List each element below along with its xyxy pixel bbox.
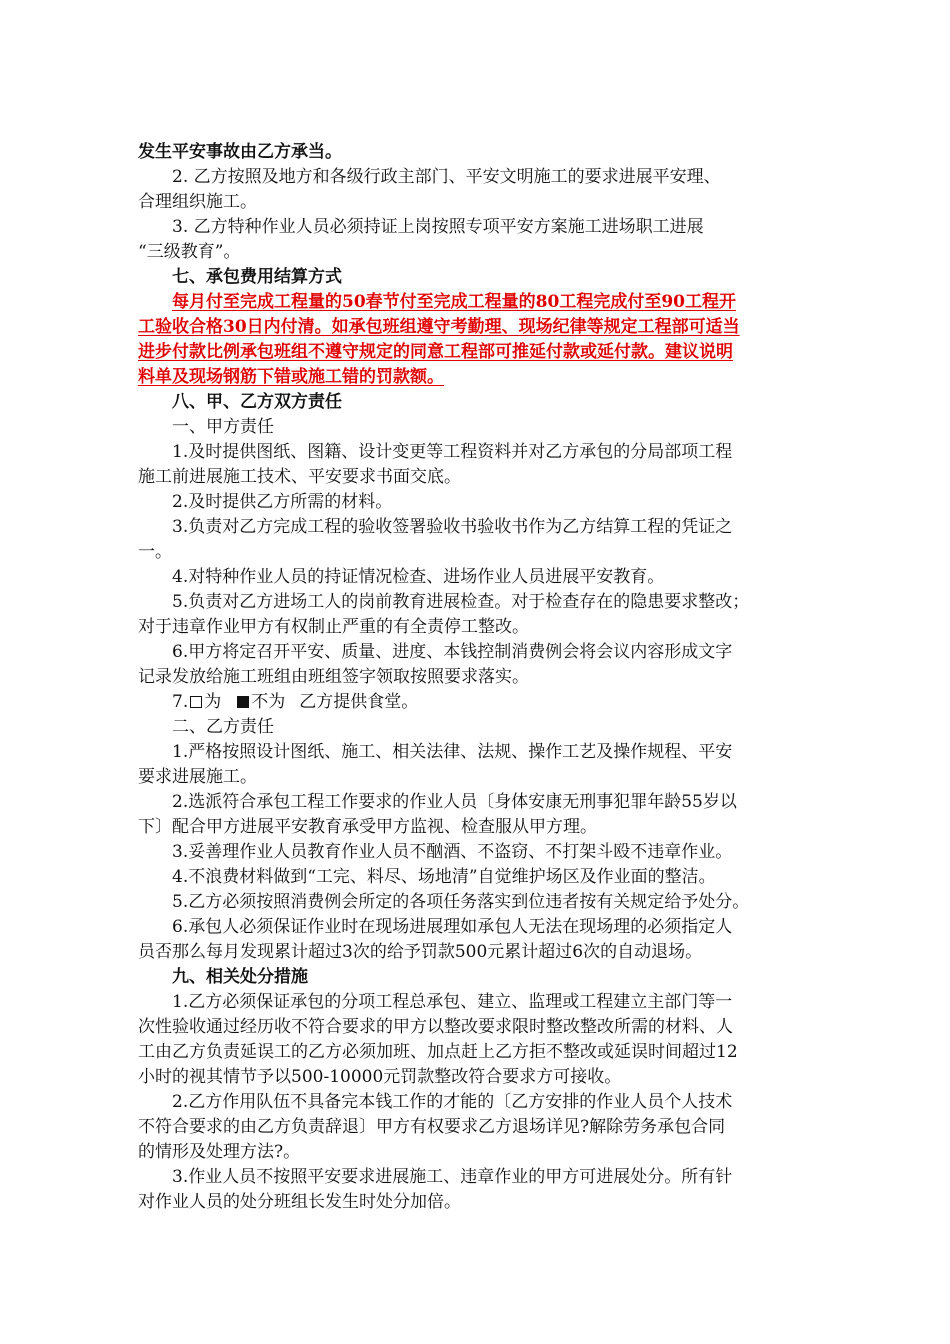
document-page: [138, 140, 818, 1215]
paragraph-line: “三级教育”。: [138, 242, 241, 262]
option-label-not-provide: 不为: [251, 692, 286, 712]
checkbox-checked-icon[interactable]: [237, 696, 249, 708]
canteen-option-line: [138, 690, 818, 715]
option-label-provide: 为: [204, 692, 222, 712]
paragraph-line: 1.严格按照设计图纸、施工、相关法律、法规、操作工艺及操作规程、平安: [172, 742, 733, 762]
paragraph-line: 一。: [138, 542, 172, 562]
paragraph-line: 小时的视其情节予以500-10000元罚款整改符合要求方可接收。: [138, 1067, 622, 1087]
item-number: 7.: [172, 692, 189, 712]
paragraph-line: 2. 乙方按照及地方和各级行政主部门、平安文明施工的要求进展平安理、: [172, 167, 721, 187]
section-heading: 七、承包费用结算方式: [172, 267, 342, 287]
paragraph-line: 2.选派符合承包工程工作要求的作业人员〔身体安康无刑事犯罪年龄55岁以: [172, 792, 737, 812]
paragraph-line: 3.负责对乙方完成工程的验收签署验收书验收书作为乙方结算工程的凭证之: [172, 517, 733, 537]
option-tail-text: 乙方提供食堂。: [299, 692, 419, 712]
paragraph-line: 3.作业人员不按照平安要求进展施工、违章作业的甲方可进展处分。所有针: [172, 1167, 733, 1187]
section-heading: 八、甲、乙方双方责任: [172, 392, 342, 412]
paragraph-line: 记录发放给施工班组由班组签字领取按照要求落实。: [138, 667, 529, 687]
paragraph-line: 2.及时提供乙方所需的材料。: [172, 492, 393, 512]
paragraph-line: 员否那么每月发现累计超过3次的给予罚款500元累计超过6次的自动退场。: [138, 942, 703, 962]
paragraph-line: 工由乙方负责延误工的乙方必须加班、加点赶上乙方拒不整改或延误时间超过12: [138, 1042, 738, 1062]
paragraph-line: 的情形及处理方法?。: [138, 1142, 301, 1162]
paragraph-line: 合理组织施工。: [138, 192, 257, 212]
paragraph-line: 4.对特种作业人员的持证情况检查、进场作业人员进展平安教育。: [172, 567, 665, 587]
red-emphasis-line: 每月付至完成工程量的50春节付至完成工程量的80工程完成付至90工程开: [172, 292, 736, 312]
paragraph-line: 5.乙方必须按照消费例会所定的各项任务落实到位违者按有关规定给予处分。: [172, 892, 750, 912]
checkbox-unchecked-icon[interactable]: [190, 696, 202, 708]
paragraph-line: 1.及时提供图纸、图籍、设计变更等工程资料并对乙方承包的分局部项工程: [172, 442, 733, 462]
section-heading: 九、相关处分措施: [172, 967, 308, 987]
paragraph-line: 3. 乙方特种作业人员必须持证上岗按照专项平安方案施工进场职工进展: [172, 217, 704, 237]
red-emphasis-line: 进步付款比例承包班组不遵守规定的同意工程部可推延付款或延付款。建议说明: [138, 342, 733, 362]
paragraph-line: 发生平安事故由乙方承当。: [138, 142, 342, 162]
paragraph-line: 次性验收通过经历收不符合要求的甲方以整改要求限时整改整改所需的材料、人: [138, 1017, 733, 1037]
red-emphasis-line: 工验收合格30日内付清。如承包班组遵守考勤理、现场纪律等规定工程部可适当: [138, 317, 740, 337]
paragraph-line: 对于违章作业甲方有权制止严重的有全责停工整改。: [138, 617, 529, 637]
paragraph-line: 2.乙方作用队伍不具备完本钱工作的才能的〔乙方安排的作业人员个人技术: [172, 1092, 733, 1112]
paragraph-line: 6.承包人必须保证作业时在现场进展理如承包人无法在现场理的必须指定人: [172, 917, 733, 937]
paragraph-line: 6.甲方将定召开平安、质量、进度、本钱控制消费例会将会议内容形成文字: [172, 642, 733, 662]
paragraph-line: 5.负责对乙方进场工人的岗前教育进展检查。对于检查存在的隐患要求整改；: [172, 592, 750, 612]
paragraph-line: 施工前进展施工技术、平安要求书面交底。: [138, 467, 461, 487]
subsection-heading: 一、甲方责任: [172, 417, 274, 437]
paragraph-line: 对作业人员的处分班组长发生时处分加倍。: [138, 1192, 461, 1212]
paragraph-line: 1.乙方必须保证承包的分项工程总承包、建立、监理或工程建立主部门等一: [172, 992, 733, 1012]
paragraph-line: 不符合要求的由乙方负责辞退〕甲方有权要求乙方退场详见?解除劳务承包合同: [138, 1117, 726, 1137]
subsection-heading: 二、乙方责任: [172, 717, 274, 737]
paragraph-line: 要求进展施工。: [138, 767, 257, 787]
paragraph-line: 3.妥善理作业人员教育作业人员不酗酒、不盗窃、不打架斗殴不违章作业。: [172, 842, 733, 862]
red-emphasis-line: 料单及现场钢筋下错或施工错的罚款额。: [138, 367, 444, 387]
paragraph-line: 下〕配合甲方进展平安教育承受甲方监视、检查服从甲方理。: [138, 817, 597, 837]
paragraph-line: 4.不浪费材料做到“工完、料尽、场地清”自觉维护场区及作业面的整洁。: [172, 867, 716, 887]
